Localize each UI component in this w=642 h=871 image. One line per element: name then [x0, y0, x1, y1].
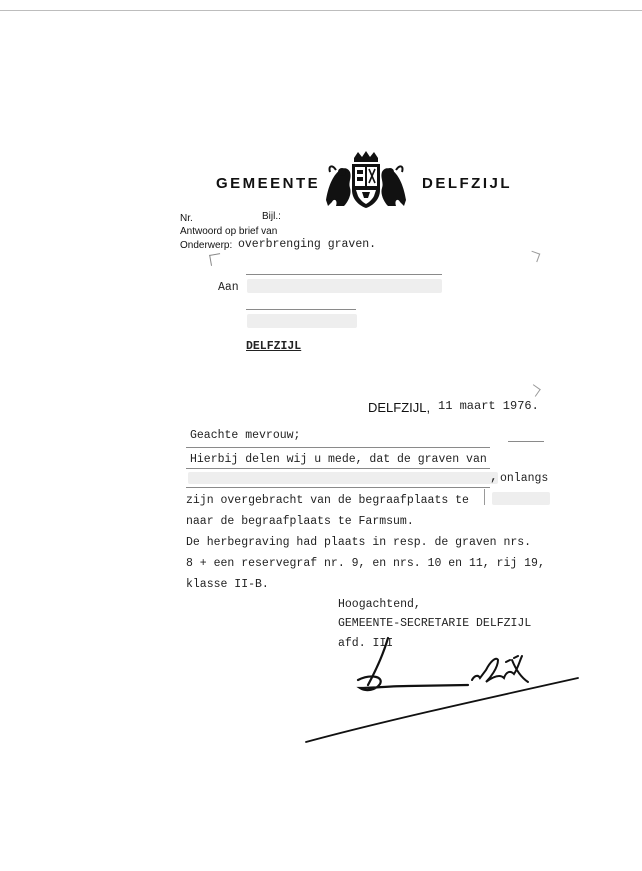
closing-office: GEMEENTE-SECRETARIE DELFZIJL	[338, 617, 532, 630]
body-line-7: klasse II-B.	[186, 578, 269, 591]
aan-label: Aan	[218, 281, 239, 294]
onderwerp-label: Onderwerp:	[180, 240, 233, 251]
address-window-corner-mark	[529, 251, 541, 263]
address-window-corner-mark	[209, 253, 222, 266]
letterhead-left-word: GEMEENTE	[216, 175, 321, 192]
paragraph-rule	[186, 468, 490, 469]
handwritten-signature	[300, 630, 590, 750]
paragraph-rule	[508, 441, 544, 442]
nr-label: Nr.	[180, 213, 193, 224]
date-place: DELFZIJL,	[368, 400, 431, 415]
body-line-2-tail: onlangs	[500, 472, 549, 485]
body-line-1: Hierbij delen wij u mede, dat de graven van	[190, 453, 487, 466]
address-city: DELFZIJL	[246, 340, 302, 353]
closing-greeting: Hoogachtend,	[338, 598, 421, 611]
redacted-names	[188, 472, 498, 484]
redacted-address-street	[247, 314, 357, 328]
onderwerp-value: overbrenging graven.	[238, 238, 377, 251]
date-corner-mark	[528, 384, 541, 397]
bijl-label: Bijl.:	[262, 211, 281, 222]
antwoord-label: Antwoord op brief van	[180, 226, 278, 237]
letterhead-right-word: DELFZIJL	[422, 175, 512, 192]
paragraph-rule	[186, 447, 490, 448]
date-value: 11 maart 1976.	[438, 399, 539, 413]
body-line-5: De herbegraving had plaats in resp. de graven nrs.	[186, 536, 532, 549]
body-line-3: zijn overgebracht van de begraafplaats te	[186, 494, 469, 507]
scan-top-border	[0, 10, 642, 11]
redacted-place	[492, 492, 550, 505]
salutation: Geachte mevrouw;	[190, 429, 301, 442]
closing-department: afd. III	[338, 637, 394, 650]
address-line	[246, 274, 442, 275]
municipal-coat-of-arms-icon	[322, 150, 410, 210]
body-line-6: 8 + een reservegraf nr. 9, en nrs. 10 en 11, rij 19,	[186, 557, 545, 570]
bracket-mark	[484, 489, 491, 505]
paragraph-rule	[186, 487, 490, 488]
body-line-4: naar de begraafplaats te Farmsum.	[186, 515, 414, 528]
address-line	[246, 309, 356, 310]
redacted-address-name	[247, 279, 442, 293]
comma-mark: ,	[490, 469, 498, 484]
